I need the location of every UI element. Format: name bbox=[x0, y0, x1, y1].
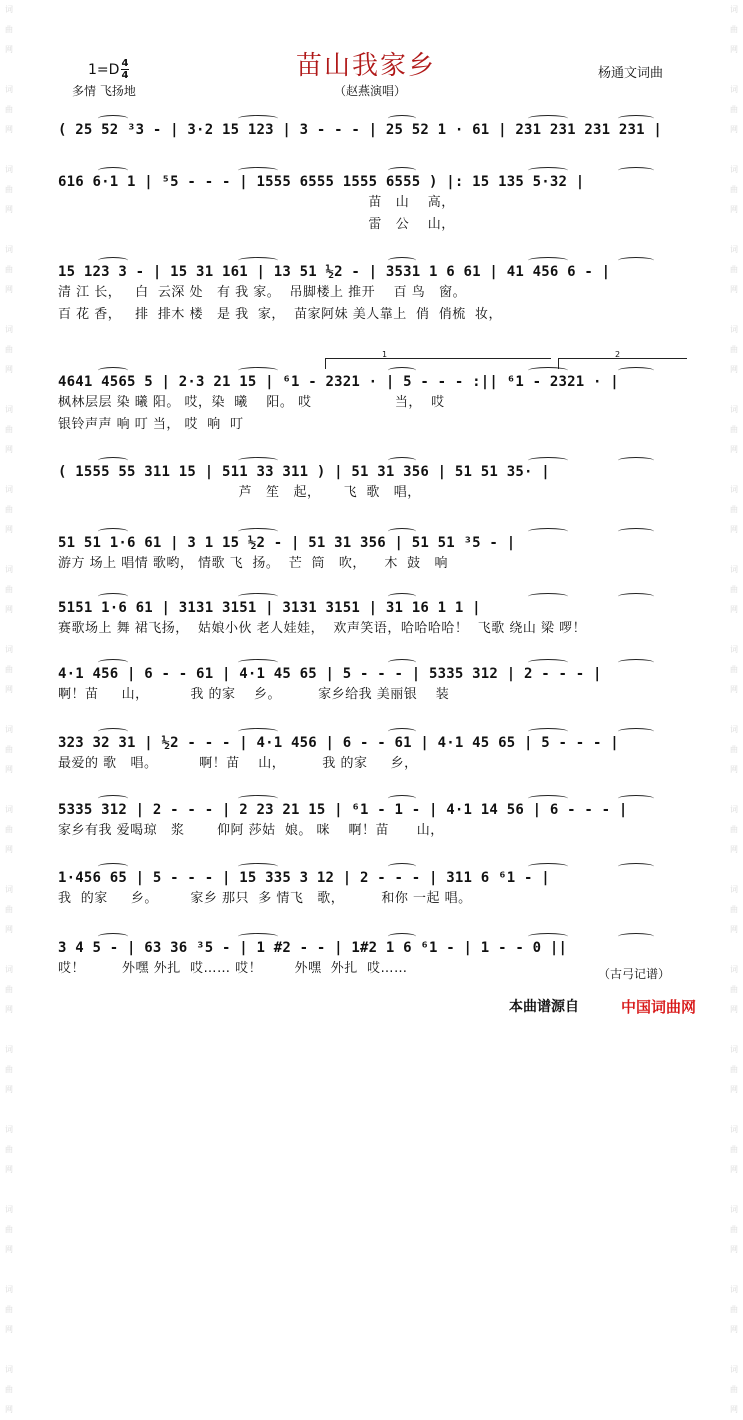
slur-arc bbox=[238, 115, 278, 122]
slur-arc bbox=[528, 457, 568, 464]
lyric-verse-2: 银铃声声 响 叮 当， 哎 响 叮 bbox=[58, 417, 244, 432]
volta-bracket-1 bbox=[325, 350, 551, 369]
notation-row: ( 25 52 ³3 - | 3·2 15 123 | 3 - - - | 25 52 1 · 61 | 231 231 231 231 | bbox=[58, 122, 663, 138]
slur-arc bbox=[528, 863, 568, 870]
lyric-verse-1: 芦 笙 起， 飞 歌 唱， bbox=[58, 485, 421, 500]
slur-arc bbox=[528, 167, 568, 174]
slur-arc bbox=[388, 528, 416, 535]
slur-arc bbox=[388, 863, 416, 870]
slur-arc bbox=[238, 863, 278, 870]
slur-arc bbox=[528, 257, 568, 264]
slur-arc bbox=[98, 367, 128, 374]
notation-row: 15 123 3 - | 15 31 161 | 13 51 ½2 - | 3531 1 6 61 | 41 456 6 - | bbox=[58, 264, 611, 280]
slur-arc bbox=[618, 115, 654, 122]
lyric-verse-1: 我 的家 乡。 家乡 那只 多 情飞 歌， 和你 一起 唱。 bbox=[58, 891, 472, 906]
slur-arc bbox=[528, 528, 568, 535]
slur-arc bbox=[98, 593, 128, 600]
slur-arc bbox=[98, 167, 128, 174]
slur-arc bbox=[528, 659, 568, 666]
lyric-verse-1: 枫林层层 染 曦 阳。 哎，染 曦 阳。 哎 当， 哎 bbox=[58, 395, 445, 410]
slur-arc bbox=[238, 593, 278, 600]
score-line bbox=[58, 262, 688, 326]
slur-arc bbox=[528, 728, 568, 735]
notation-row: 323 32 31 | ½2 - - - | 4·1 456 | 6 - - 61 | 4·1 45 65 | 5 - - - | bbox=[58, 735, 619, 751]
slur-arc bbox=[618, 933, 654, 940]
score-line bbox=[58, 462, 688, 504]
slur-arc bbox=[98, 659, 128, 666]
song-title: 苗山我家乡 bbox=[296, 51, 437, 81]
score-line bbox=[58, 938, 688, 980]
slur-arc bbox=[388, 167, 416, 174]
slur-arc bbox=[238, 257, 278, 264]
slur-arc bbox=[388, 728, 416, 735]
slur-arc bbox=[618, 457, 654, 464]
watermark-left: 词 曲 网 词 曲 网 词 曲 网 词 曲 网 词 曲 网 词 曲 网 词 曲 网 词 曲 网 词 曲 网 词 曲 网 词 曲 网 词 曲 网 词 曲 网 词 曲 网 词 曲 网 词 曲 网 词 曲 网 词 曲 网 bbox=[5, 5, 13, 1414]
score-line bbox=[58, 533, 688, 575]
volta-number: 2 bbox=[615, 350, 621, 359]
lyric-verse-2: 百 花 香， 排 排木 楼 是 我 家， 苗家阿妹 美人靠上 俏 俏梳 妆， bbox=[58, 307, 503, 322]
score-line bbox=[58, 372, 688, 436]
slur-arc bbox=[618, 593, 654, 600]
lyric-verse-1: 啊！苗 山， 我 的家 乡。 家乡给我 美丽银 装 bbox=[58, 687, 450, 702]
notation-row: 5335 312 | 2 - - - | 2 23 21 15 | ⁶1 - 1 - | 4·1 14 56 | 6 - - - | bbox=[58, 802, 628, 818]
score-line bbox=[58, 733, 688, 775]
lyric-verse-1: 最爱的 歌 唱。 啊！苗 山， 我 的家 乡， bbox=[58, 756, 418, 771]
slur-arc bbox=[388, 795, 416, 802]
notation-row: ( 1555 55 311 15 | 511 33 311 ) | 51 31 356 | 51 51 35· | bbox=[58, 464, 550, 480]
tempo-marking: 多情 飞扬地 bbox=[72, 84, 136, 98]
slur-arc bbox=[238, 728, 278, 735]
slur-arc bbox=[238, 933, 278, 940]
source-site-link[interactable]: 中国词曲网 bbox=[621, 998, 697, 1016]
slur-arc bbox=[238, 167, 278, 174]
volta-bracket-2 bbox=[558, 350, 687, 369]
singer-credit: （赵燕演唱） bbox=[334, 84, 407, 98]
score-line bbox=[58, 800, 688, 842]
volta-number: 1 bbox=[382, 350, 388, 359]
score-line bbox=[58, 868, 688, 910]
slur-arc bbox=[238, 457, 278, 464]
notation-row: 3 4 5 - | 63 36 ³5 - | 1 #2 - - | 1#2 1 6 ⁶1 - | 1 - - 0 || bbox=[58, 940, 568, 956]
lyric-verse-1: 游方 场上 唱情 歌哟， 情歌 飞 扬。 芒 筒 吹， 木 鼓 响 bbox=[58, 556, 449, 571]
slur-arc bbox=[618, 257, 654, 264]
lyric-verse-1: 哎！ 外嘿 外扎 哎…… 哎！ 外嘿 外扎 哎…… bbox=[58, 961, 408, 976]
key-signature: 1=D bbox=[88, 62, 120, 78]
time-signature bbox=[121, 58, 129, 81]
slur-arc bbox=[98, 257, 128, 264]
lyric-verse-2: 雷 公 山， bbox=[58, 217, 455, 232]
slur-arc bbox=[238, 367, 278, 374]
notation-row: 4641 4565 5 | 2·3 21 15 | ⁶1 - 2321 · | 5 - - - :|| ⁶1 - 2321 · | bbox=[58, 374, 619, 390]
slur-arc bbox=[388, 457, 416, 464]
slur-arc bbox=[98, 728, 128, 735]
slur-arc bbox=[98, 933, 128, 940]
lyric-verse-1: 苗 山 高， bbox=[58, 195, 455, 210]
slur-arc bbox=[98, 457, 128, 464]
slur-arc bbox=[528, 933, 568, 940]
score-line bbox=[58, 172, 688, 236]
slur-arc bbox=[388, 933, 416, 940]
slur-arc bbox=[388, 115, 416, 122]
slur-arc bbox=[528, 795, 568, 802]
notation-row: 616 6·1 1 | ⁵5 - - - | 1555 6555 1555 6555 ) |: 15 135 5·32 | bbox=[58, 174, 585, 190]
slur-arc bbox=[528, 115, 568, 122]
slur-arc bbox=[618, 659, 654, 666]
slur-arc bbox=[98, 115, 128, 122]
slur-arc bbox=[618, 728, 654, 735]
slur-arc bbox=[528, 593, 568, 600]
lyric-verse-1: 赛歌场上 舞 裙飞扬， 姑娘小伙 老人娃娃， 欢声笑语，哈哈哈哈！ 飞歌 绕山 梁 啰！ bbox=[58, 621, 587, 636]
score-line bbox=[58, 598, 688, 640]
slur-arc bbox=[98, 863, 128, 870]
watermark-right: 词 曲 网 词 曲 网 词 曲 网 词 曲 网 词 曲 网 词 曲 网 词 曲 网 词 曲 网 词 曲 网 词 曲 网 词 曲 网 词 曲 网 词 曲 网 词 曲 网 词 曲 网 词 曲 网 词 曲 网 词 曲 网 bbox=[730, 5, 738, 1414]
slur-arc bbox=[388, 659, 416, 666]
notation-row: 5151 1·6 61 | 3131 3151 | 3131 3151 | 31 16 1 1 | bbox=[58, 600, 481, 616]
slur-arc bbox=[98, 528, 128, 535]
score-line bbox=[58, 664, 688, 706]
transcriber-note: （古弓记谱） bbox=[598, 967, 671, 981]
notation-row: 1·456 65 | 5 - - - | 15 335 3 12 | 2 - - - | 311 6 ⁶1 - | bbox=[58, 870, 550, 886]
slur-arc bbox=[618, 528, 654, 535]
composer-credit: 杨通文词曲 bbox=[598, 66, 664, 81]
lyric-verse-1: 清 江 长， 白 云深 处 有 我 家。 吊脚楼上 推开 百 鸟 窗。 bbox=[58, 285, 467, 300]
slur-arc bbox=[238, 659, 278, 666]
time-signature-bottom: 4 bbox=[121, 70, 129, 81]
slur-arc bbox=[238, 795, 278, 802]
slur-arc bbox=[388, 593, 416, 600]
slur-arc bbox=[618, 167, 654, 174]
source-label: 本曲谱源自 bbox=[509, 999, 579, 1015]
score-line bbox=[58, 120, 688, 140]
slur-arc bbox=[98, 795, 128, 802]
time-signature-top: 4 bbox=[121, 58, 129, 69]
slur-arc bbox=[618, 863, 654, 870]
slur-arc bbox=[388, 257, 416, 264]
slur-arc bbox=[618, 795, 654, 802]
slur-arc bbox=[238, 528, 278, 535]
notation-row: 51 51 1·6 61 | 3 1 15 ½2 - | 51 31 356 | 51 51 ³5 - | bbox=[58, 535, 516, 551]
lyric-verse-1: 家乡有我 爱喝琼 浆 仰阿 莎姑 娘。 咪 啊！苗 山， bbox=[58, 823, 444, 838]
notation-row: 4·1 456 | 6 - - 61 | 4·1 45 65 | 5 - - - | 5335 312 | 2 - - - | bbox=[58, 666, 602, 682]
